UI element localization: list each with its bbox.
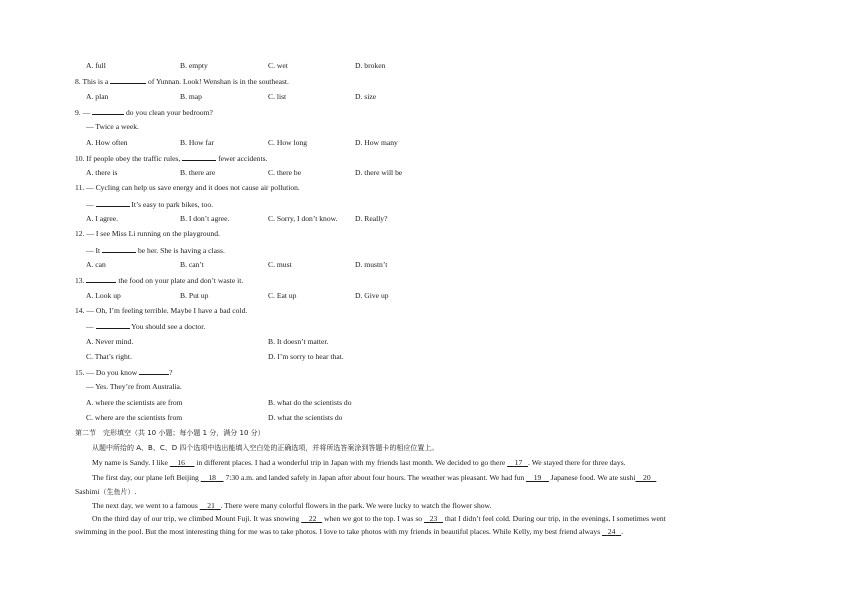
cloze-number-18: 18 bbox=[208, 473, 216, 482]
q11-option-d: D. Really? bbox=[355, 214, 388, 223]
q15-option-b: B. what do the scientists do bbox=[268, 398, 352, 407]
q10-stem bbox=[75, 153, 267, 164]
q8-post: of Yunnan. Look! Wenshan is in the southeast. bbox=[148, 77, 289, 86]
cloze-number-19: 19 bbox=[533, 473, 542, 482]
cloze-number-17: 17 bbox=[514, 458, 523, 467]
q15-option-d: D. what the scientists do bbox=[268, 413, 343, 422]
q9-stem bbox=[75, 107, 213, 118]
q9-reply: — Twice a week. bbox=[86, 122, 139, 131]
q12-post: be her. She is having a class. bbox=[137, 246, 225, 255]
q10-option-c: C. there be bbox=[268, 168, 302, 177]
q9-option-b: B. How far bbox=[180, 138, 214, 147]
passage-text-cn: （生鱼片）. bbox=[99, 488, 137, 496]
q12-option-a: A. can bbox=[86, 260, 106, 269]
q7-option-c: C. wet bbox=[268, 61, 288, 70]
q14-stem: 14. — Oh, I’m feeling terrible. Maybe I have a bad cold. bbox=[75, 306, 248, 315]
q9-option-d: D. How many bbox=[355, 138, 398, 147]
q11-stem: 11. — Cycling can help us save energy and it does not cause air pollution. bbox=[75, 183, 300, 192]
q11-response bbox=[86, 199, 213, 210]
cloze-blank-16 bbox=[170, 458, 195, 467]
q8-stem bbox=[75, 76, 289, 87]
q12-stem: 12. — I see Miss Li running on the playground. bbox=[75, 229, 220, 238]
q9-pre: 9. — bbox=[75, 108, 91, 117]
q11-blank bbox=[96, 199, 130, 207]
q15-option-c: C. where are the scientists from bbox=[86, 413, 183, 422]
q13-post: the food on your plate and don’t waste it. bbox=[118, 276, 244, 285]
passage-paragraph-4-cont bbox=[75, 527, 623, 537]
q12-option-b: B. can’t bbox=[180, 260, 204, 269]
q14-blank bbox=[96, 321, 130, 329]
q8-option-a: A. plan bbox=[86, 92, 109, 101]
passage-paragraph-2 bbox=[92, 473, 656, 483]
q10-pre: 10. If people obey the traffic rules, bbox=[75, 154, 181, 163]
q7-option-d: D. broken bbox=[355, 61, 386, 70]
q13-option-c: C. Eat up bbox=[268, 291, 297, 300]
q12-option-d: D. mustn’t bbox=[355, 260, 388, 269]
q10-blank bbox=[182, 153, 216, 161]
q8-option-d: D. size bbox=[355, 92, 377, 101]
q10-option-d: D. there will be bbox=[355, 168, 403, 177]
passage-text: Japanese food. We ate sushi bbox=[550, 473, 636, 482]
q15-stem bbox=[75, 367, 173, 378]
passage-text: . There were many colorful flowers in the park. We were lucky to watch the flower show. bbox=[220, 501, 492, 510]
passage-text: when we got to the top. I was so bbox=[324, 514, 423, 523]
q9-option-c: C. How long bbox=[268, 138, 308, 147]
cloze-number-24: 24 bbox=[607, 527, 616, 536]
cloze-blank-19 bbox=[526, 473, 549, 482]
q14-response bbox=[86, 321, 205, 332]
q7-option-b: B. empty bbox=[180, 61, 208, 70]
cloze-blank-20 bbox=[635, 473, 656, 482]
q12-pre: — It bbox=[86, 246, 101, 255]
q13-option-a: A. Look up bbox=[86, 291, 121, 300]
cloze-number-23: 23 bbox=[429, 514, 438, 523]
q9-blank bbox=[92, 107, 124, 115]
section-heading: 第二节 完形填空（共 10 小题；每小题 1 分，满分 10 分） bbox=[75, 429, 265, 437]
q9-post: do you clean your bedroom? bbox=[126, 108, 213, 117]
q8-option-c: C. list bbox=[268, 92, 287, 101]
q11-option-b: B. I don’t agree. bbox=[180, 214, 230, 223]
q13-pre: 13. bbox=[75, 276, 85, 285]
q7-option-a: A. full bbox=[86, 61, 106, 70]
q14-option-c: C. That’s right. bbox=[86, 352, 132, 361]
passage-text: The first day, our plane left Beijing bbox=[92, 473, 199, 482]
q14-option-b: B. It doesn’t matter. bbox=[268, 337, 329, 346]
q15-option-a: A. where the scientists are from bbox=[86, 398, 183, 407]
q13-blank bbox=[86, 275, 116, 283]
q8-blank bbox=[110, 76, 146, 84]
q11-option-a: A. I agree. bbox=[86, 214, 119, 223]
cloze-blank-18 bbox=[201, 473, 224, 482]
passage-text: swimming in the pool. But the most interesting thing for me was to take photos. I love to take photos with my friends in beautiful places. While Kelly, my best friend always bbox=[75, 527, 601, 536]
passage-text: 7:30 a.m. and landed safely in Japan after about four hours. The weather was pleasant. We had fun bbox=[225, 473, 525, 482]
q10-post: fewer accidents. bbox=[218, 154, 268, 163]
q9-option-a: A. How often bbox=[86, 138, 128, 147]
cloze-blank-17 bbox=[507, 458, 528, 467]
cloze-number-16: 16 bbox=[177, 458, 185, 467]
passage-text: that I didn’t feel cold. During our trip, in the evenings, I sometimes went bbox=[444, 514, 666, 523]
q15-reply: — Yes. They’re from Australia. bbox=[86, 382, 182, 391]
cloze-blank-23 bbox=[424, 514, 443, 523]
passage-text: On the third day of our trip, we climbed Mount Fuji. It was snowing bbox=[92, 514, 300, 523]
q13-option-b: B. Put up bbox=[180, 291, 209, 300]
q8-option-b: B. map bbox=[180, 92, 202, 101]
q12-response bbox=[86, 245, 225, 256]
q11-pre: — bbox=[86, 200, 94, 209]
q14-option-d: D. I’m sorry to hear that. bbox=[268, 352, 344, 361]
passage-text: . We stayed there for three days. bbox=[528, 458, 626, 467]
q15-post: ? bbox=[169, 368, 173, 377]
cloze-number-21: 21 bbox=[207, 501, 215, 510]
q15-blank bbox=[139, 367, 169, 375]
q12-option-c: C. must bbox=[268, 260, 292, 269]
cloze-blank-22 bbox=[301, 514, 322, 523]
passage-text: . bbox=[621, 527, 623, 536]
section-instruction: 从题中所给的 A、B、C、D 四个选项中选出能填入空白处的正确选项，并将所选答案涂到答题卡的相应位置上。 bbox=[92, 444, 439, 452]
q10-option-a: A. there is bbox=[86, 168, 118, 177]
q8-pre: 8. This is a bbox=[75, 77, 109, 86]
passage-text: My name is Sandy. I like bbox=[92, 458, 168, 467]
q14-post: You should see a doctor. bbox=[131, 322, 206, 331]
passage-paragraph-3 bbox=[92, 501, 491, 511]
passage-paragraph-2-cont bbox=[75, 487, 137, 497]
q10-option-b: B. there are bbox=[180, 168, 216, 177]
q11-post: It’s easy to park bikes, too. bbox=[131, 200, 214, 209]
passage-paragraph-4 bbox=[92, 514, 666, 524]
q14-pre: — bbox=[86, 322, 94, 331]
cloze-blank-24 bbox=[602, 527, 621, 536]
q15-pre: 15. — Do you know bbox=[75, 368, 138, 377]
cloze-number-22: 22 bbox=[308, 514, 317, 523]
q13-stem bbox=[75, 275, 243, 286]
q14-option-a: A. Never mind. bbox=[86, 337, 134, 346]
passage-paragraph-1 bbox=[92, 458, 626, 468]
cloze-blank-21 bbox=[200, 501, 221, 510]
passage-text: in different places. I had a wonderful trip in Japan with my friends last month. We decided to go there bbox=[196, 458, 506, 467]
q12-blank bbox=[102, 245, 136, 253]
cloze-number-20: 20 bbox=[643, 473, 651, 482]
q13-option-d: D. Give up bbox=[355, 291, 389, 300]
passage-text: The next day, we went to a famous bbox=[92, 501, 198, 510]
passage-text: Sashimi bbox=[75, 487, 100, 496]
q11-option-c: C. Sorry, I don’t know. bbox=[268, 214, 338, 223]
